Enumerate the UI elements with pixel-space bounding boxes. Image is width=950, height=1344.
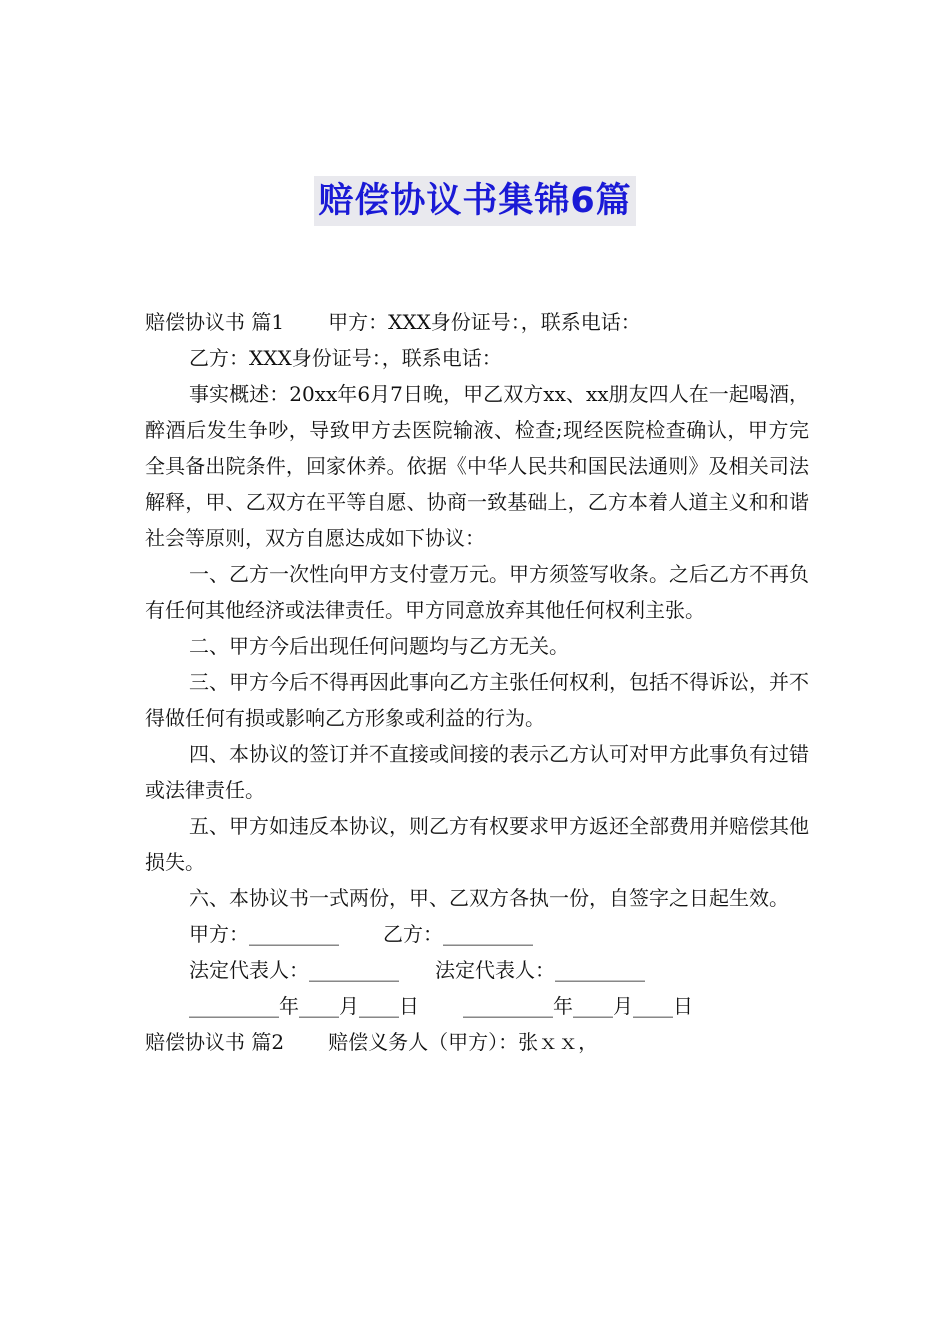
party-a-line: 甲方：XXX身份证号：，联系电话： [328,310,641,334]
party-a-representative: 法定代表人：_________ [189,958,399,982]
clause-2: 二、甲方今后出现任何问题均与乙方无关。 [189,634,569,658]
representative-line [145,952,809,988]
clause-5: 五、甲方如违反本协议，则乙方有权要求甲方返还全部费用并赔偿其他损失。 [145,814,809,874]
document-title: 赔偿协议书集锦6篇 [314,176,635,226]
facts-paragraph: 事实概述：20xx年6月7日晚，甲乙双方xx、xx朋友四人在一起喝酒，醉酒后发生争吵，导致甲方去医院输液、检查;现经医院检查确认，甲方完全具备出院条件，回家休养。依据《中华人民共和国民法通则》及相关司法解释，甲、乙双方在平等自愿、协商一致基础上，乙方本着人道主义和和谐社会等原则，双方自愿达成如下协议： [145,382,809,550]
clause-1: 一、乙方一次性向甲方支付壹万元。甲方须签写收条。之后乙方不再负有任何其他经济或法律责任。甲方同意放弃其他任何权利主张。 [145,562,809,622]
section1-header: 赔偿协议书 篇1 [145,310,285,334]
obligor-line: 赔偿义务人（甲方）：张ｘｘ， [328,1030,599,1054]
party-a-date: _________年____月____日 [189,994,419,1018]
party-b-signature: 乙方：_________ [383,922,533,946]
section1-first-line [145,304,809,340]
party-b-representative: 法定代表人：_________ [435,958,645,982]
clause-6: 六、本协议书一式两份，甲、乙双方各执一份，自签字之日起生效。 [189,886,789,910]
section2-first-line [145,1024,809,1060]
party-b-line: 乙方：XXX身份证号：，联系电话： [189,346,502,370]
party-b-date: _________年____月____日 [463,994,693,1018]
clause-3: 三、甲方今后不得再因此事向乙方主张任何权利，包括不得诉讼，并不得做任何有损或影响乙方形象或利益的行为。 [145,670,809,730]
signature-line [145,916,809,952]
title-wrap [0,176,950,226]
date-line [145,988,809,1024]
section2-header: 赔偿协议书 篇2 [145,1030,285,1054]
clause-4: 四、本协议的签订并不直接或间接的表示乙方认可对甲方此事负有过错或法律责任。 [145,742,809,802]
document-body [145,304,809,1060]
party-a-signature: 甲方：_________ [189,922,339,946]
